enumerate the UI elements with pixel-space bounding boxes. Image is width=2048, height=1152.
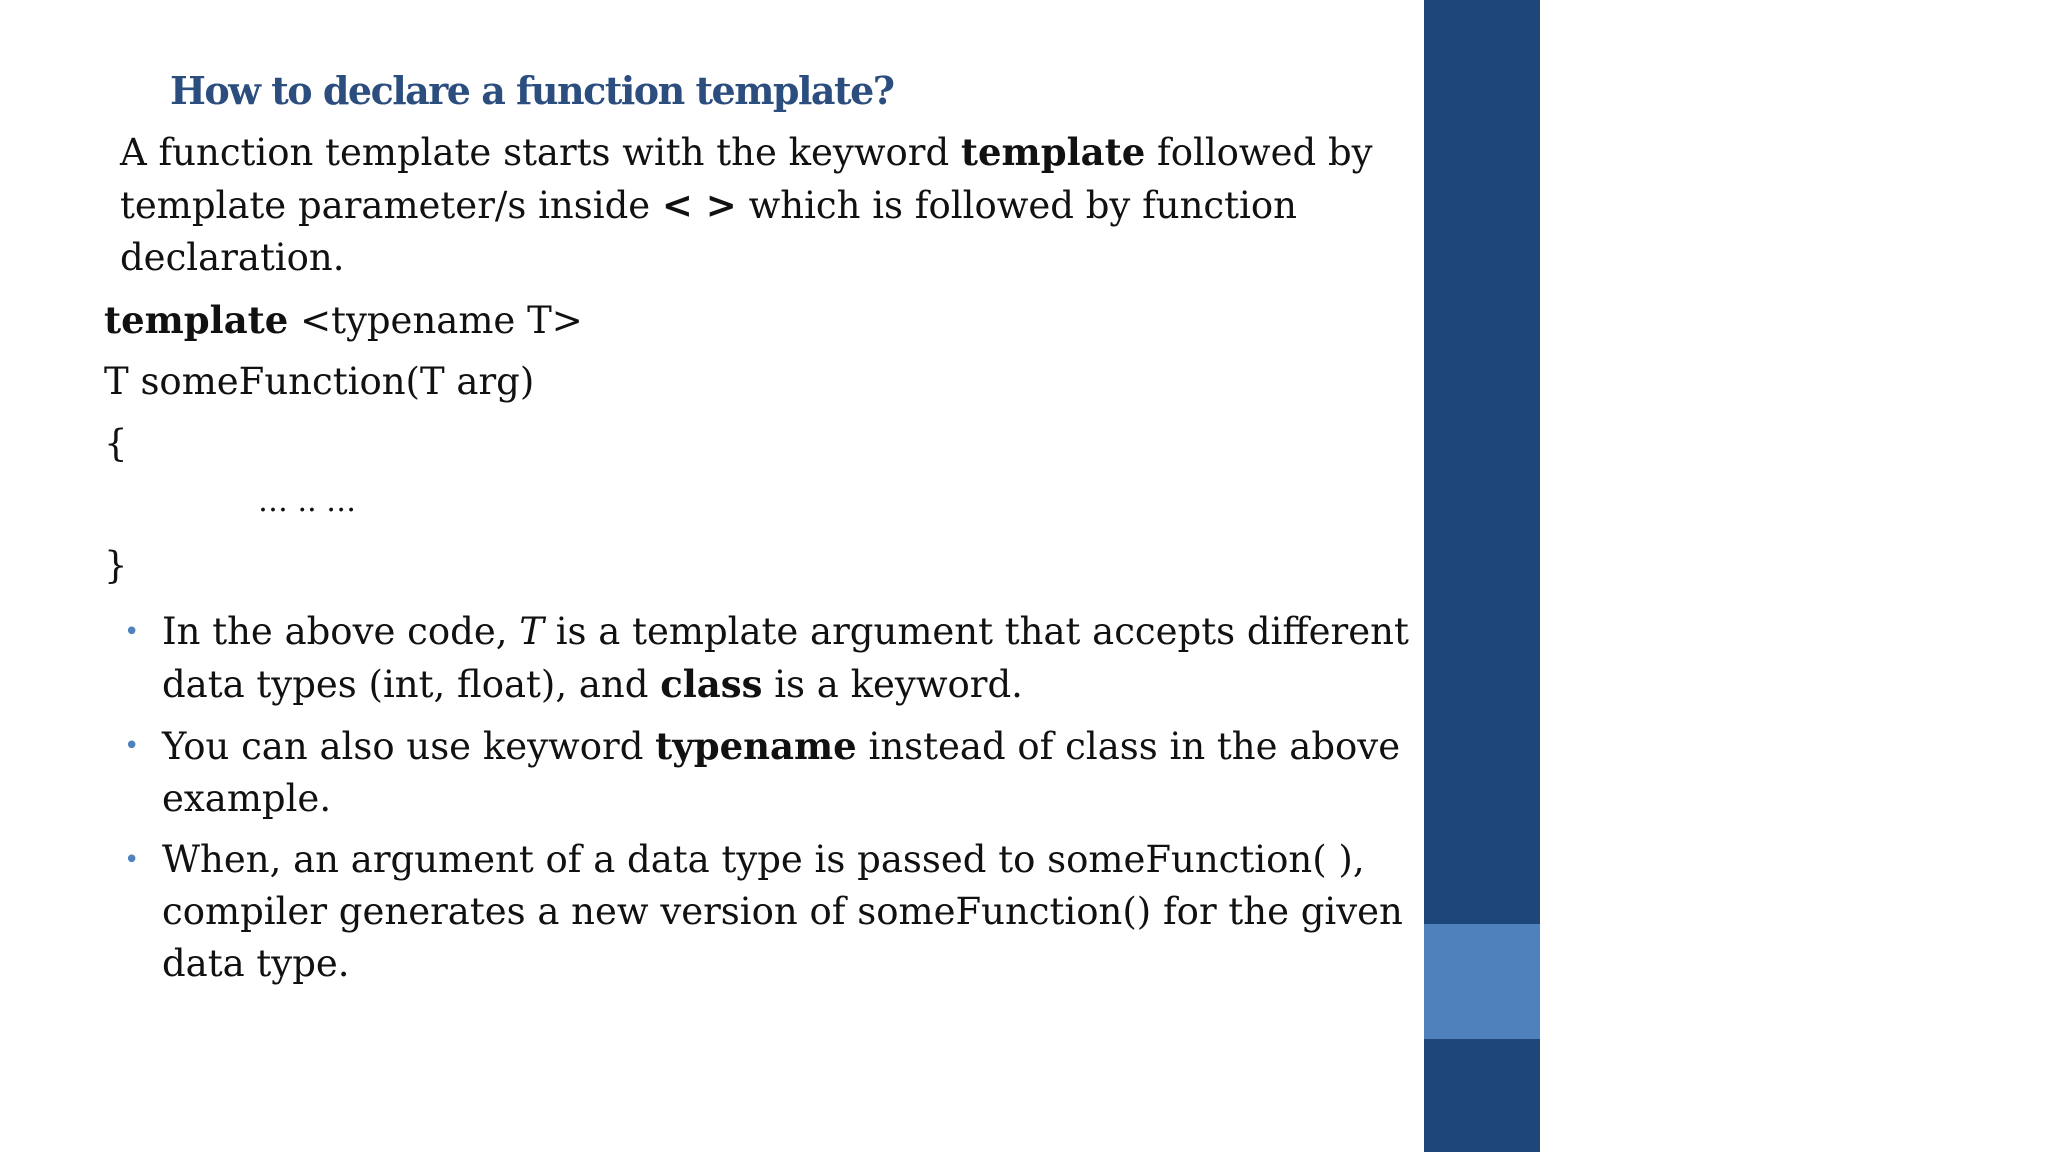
slide-title: How to declare a function template?	[170, 68, 894, 113]
bullet-icon: •	[124, 845, 140, 875]
bullet-keyword-class: class	[660, 662, 763, 706]
bullet-text: You can also use keyword	[162, 725, 656, 768]
bullet-line	[162, 606, 1409, 658]
bullet-text: is a template argument that accepts different	[543, 610, 1409, 653]
intro-line-2	[120, 179, 1320, 232]
bullet-line	[162, 658, 1344, 711]
code-line-template	[104, 298, 583, 342]
intro-line-3: declaration.	[120, 236, 345, 279]
code-keyword-template: template	[104, 298, 289, 342]
bullet-item	[124, 720, 1401, 825]
code-line-signature: T someFunction(T arg)	[104, 360, 535, 403]
code-line-ellipsis: … .. …	[258, 484, 357, 519]
bullet-text: data types (int, float), and	[162, 663, 661, 706]
bullet-text: is a keyword.	[762, 663, 1023, 706]
bullet-line: When, an argument of a data type is passed to someFunction( ),	[162, 838, 1365, 881]
bullet-line: compiler generates a new version of someFunction() for the given	[162, 890, 1403, 933]
intro-text: A function template starts with the keyword	[120, 131, 961, 174]
intro-text: template parameter/s inside	[120, 184, 662, 227]
accent-bar-bottom	[1424, 1039, 1540, 1152]
bullet-text: instead of class in the above	[856, 725, 1401, 768]
code-line-open-brace: {	[104, 422, 128, 465]
bullet-item	[124, 834, 1403, 990]
bullet-text: In the above code,	[162, 610, 520, 653]
bullet-icon: •	[124, 731, 140, 761]
code-text: <typename T>	[288, 299, 583, 342]
bullet-italic-T: T	[519, 610, 544, 653]
bullet-keyword-typename: typename	[655, 724, 857, 768]
accent-bar-top	[1424, 0, 1540, 924]
intro-paragraph	[120, 126, 1373, 284]
bullet-list	[124, 606, 1409, 999]
bullet-item	[124, 606, 1409, 711]
bullet-icon: •	[124, 617, 140, 647]
angle-brackets: < >	[661, 183, 737, 227]
bullet-line	[162, 720, 1401, 773]
bullet-line: data type.	[162, 942, 350, 985]
intro-line-1	[120, 126, 1373, 179]
intro-text: followed by	[1145, 131, 1373, 174]
bullet-line: example.	[162, 777, 332, 820]
keyword-template: template	[960, 130, 1146, 174]
code-line-close-brace: }	[104, 544, 128, 587]
accent-bar-highlight	[1424, 924, 1540, 1039]
intro-text: which is followed by function	[736, 184, 1297, 227]
